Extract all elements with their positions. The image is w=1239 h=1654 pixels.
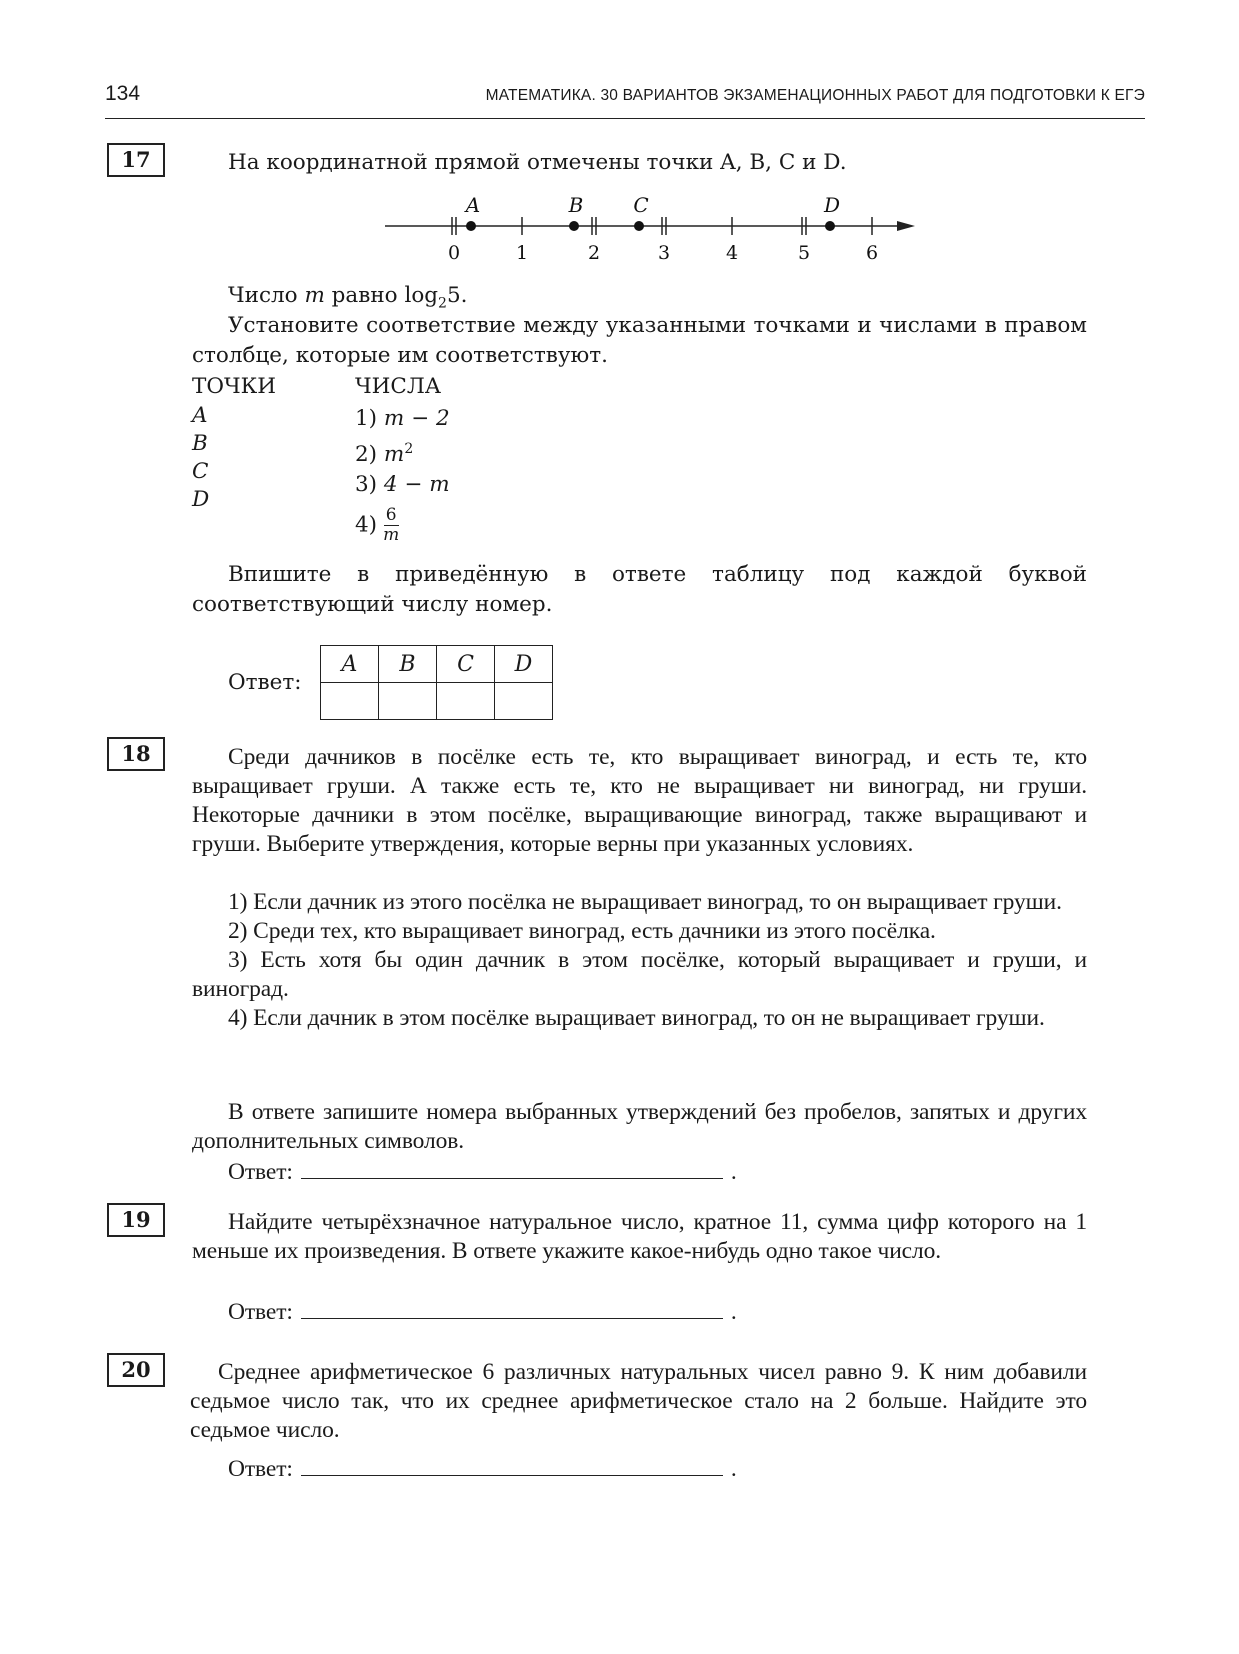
- svg-text:4: 4: [725, 242, 739, 264]
- statement-1: 1) Если дачник из этого посёлка не выращивает виноград, то он выращивает груши.: [228, 889, 1062, 915]
- statement-2: 2) Среди тех, кто выращивает виноград, есть дачники из этого посёлка.: [228, 918, 936, 944]
- answer-header-a: A: [321, 646, 379, 683]
- svg-text:6: 6: [865, 242, 879, 264]
- numbers-list: [355, 404, 450, 545]
- number-option-4: 4) $\frac{6}{m}$: [355, 505, 400, 546]
- task-19-number: 19: [107, 1203, 165, 1237]
- task-17-intro: На координатной прямой отмечены точки A, B, C и D.: [228, 150, 847, 175]
- running-title: МАТЕМАТИКА. 30 ВАРИАНТОВ ЭКЗАМЕНАЦИОННЫХ РАБОТ ДЛЯ ПОДГОТОВКИ К ЕГЭ: [485, 87, 1145, 104]
- number-option-3: 3) 4 − m: [355, 472, 450, 498]
- task-19-text: Найдите четырёхзначное натуральное число, кратное 11, сумма цифр которого на 1 меньше их произведения. В ответе укажите какое-нибудь одно такое число.: [192, 1209, 1087, 1264]
- number-option-1: 1) m − 2: [355, 406, 450, 431]
- number-line: [385, 190, 945, 270]
- answer-cell-a[interactable]: [321, 683, 379, 720]
- task-17-number: 17: [107, 143, 165, 177]
- task-17-fill-instruction: Впишите в приведённую в ответе таблицу под каждой буквой соответствующий числу номер.: [192, 562, 1087, 617]
- task-20-number: 20: [107, 1353, 165, 1387]
- statement-3: 3) Есть хотя бы один дачник в этом посёлке, который выращивает и груши, и виноград.: [192, 947, 1087, 1002]
- svg-text:B: B: [568, 193, 584, 217]
- svg-text:D: D: [823, 193, 841, 217]
- svg-text:0: 0: [447, 242, 461, 264]
- svg-text:1: 1: [515, 242, 529, 264]
- task-18-statements: [192, 888, 1087, 1033]
- task-18-number: 18: [107, 737, 165, 771]
- answer-cell-b[interactable]: [379, 683, 437, 720]
- svg-text:5: 5: [797, 242, 811, 264]
- svg-text:3: 3: [657, 242, 671, 264]
- fraction-6-over-m: $\frac{6}{m}$: [383, 505, 400, 546]
- svg-text:A: A: [465, 193, 481, 217]
- answer-cell-c[interactable]: [437, 683, 495, 720]
- number-option-2: 2) $m^2$: [355, 441, 414, 468]
- task-19-answer-row: Ответ: .: [228, 1299, 737, 1325]
- answer-header-d: D: [495, 646, 553, 683]
- task-18-answer-row: Ответ: .: [228, 1159, 737, 1185]
- answer-header-c: C: [437, 646, 495, 683]
- page-number: 134: [105, 82, 141, 105]
- point-d: D: [192, 487, 210, 512]
- task-17-instruction: Установите соответствие между указанными точками и числами в правом столбце, которые им соответствуют.: [192, 313, 1087, 368]
- task-19-answer-field[interactable]: [301, 1300, 723, 1319]
- task-18-answer-field[interactable]: [301, 1160, 723, 1179]
- point-c: C: [192, 459, 209, 484]
- points-header: ТОЧКИ: [192, 374, 276, 399]
- point-b: B: [192, 431, 208, 456]
- svg-text:2: 2: [587, 242, 601, 264]
- points-list: [192, 402, 209, 514]
- answer-cell-d[interactable]: [495, 683, 553, 720]
- task-20-text: Среднее арифметическое 6 различных натуральных чисел равно 9. К ним добавили седьмое число так, что их среднее арифметическое стало на 2 больше. Найдите это седьмое число.: [190, 1359, 1087, 1443]
- task-18-text: Среди дачников в посёлке есть те, кто выращивает виноград, и есть те, кто выращивает груши. А также есть те, кто не выращивает ни виноград, ни груши. Некоторые дачники в этом посёлке, выращивающие виноград, также выращивают и груши. Выберите утверждения, которые верны при указанных условиях.: [192, 744, 1087, 857]
- task-20-answer-row: Ответ: .: [228, 1456, 737, 1482]
- answer-table: [320, 645, 553, 720]
- task-17-answer-label: Ответ:: [228, 670, 302, 695]
- task-18-answer-instruction: В ответе запишите номера выбранных утверждений без пробелов, запятых и других дополнительных символов.: [192, 1099, 1087, 1154]
- numbers-header: ЧИСЛА: [355, 374, 442, 399]
- statement-4: 4) Если дачник в этом посёлке выращивает виноград, то он не выращивает груши.: [228, 1005, 1045, 1031]
- answer-header-b: B: [379, 646, 437, 683]
- page-header: [105, 80, 1145, 119]
- m-definition: Число m равно $\log_25$.: [228, 283, 468, 312]
- point-a: A: [192, 403, 208, 428]
- task-20-answer-field[interactable]: [301, 1457, 723, 1476]
- svg-text:C: C: [633, 193, 649, 217]
